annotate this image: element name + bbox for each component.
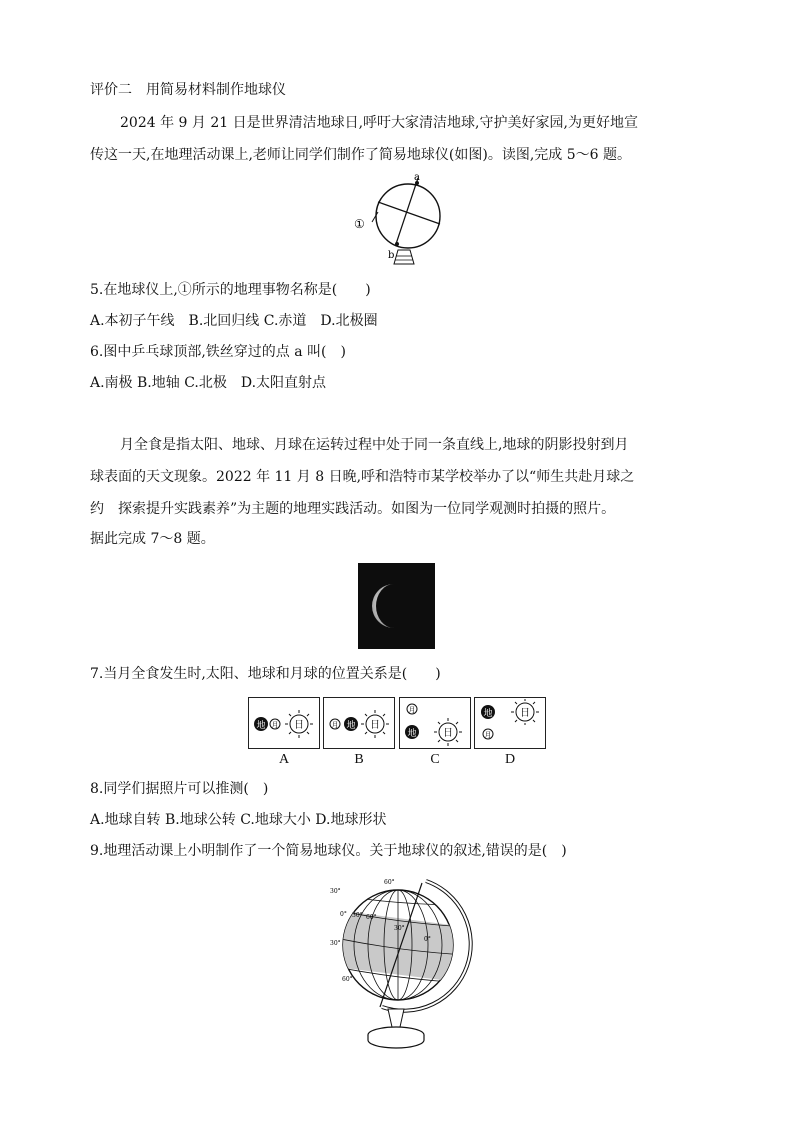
q7-option-b-label: B bbox=[354, 752, 364, 767]
lunar-eclipse-photo bbox=[358, 563, 435, 649]
svg-text:日: 日 bbox=[370, 720, 380, 731]
svg-text:月: 月 bbox=[331, 721, 339, 729]
q7-option-c-box bbox=[399, 697, 471, 749]
q7-option-a-label: A bbox=[278, 752, 290, 767]
q7-stem: 7.当月全食发生时,太阳、地球和月球的位置关系是( ) bbox=[90, 666, 441, 682]
lat-label: 30° bbox=[330, 888, 341, 895]
lat-label: 30° bbox=[352, 912, 363, 919]
svg-text:月: 月 bbox=[484, 731, 492, 739]
svg-text:日: 日 bbox=[294, 720, 304, 731]
globe-stand bbox=[394, 250, 414, 264]
svg-text:月: 月 bbox=[271, 721, 279, 729]
q6-stem: 6.图中乒乓球顶部,铁丝穿过的点 a 叫( ) bbox=[90, 344, 346, 360]
simple-globe-figure bbox=[350, 172, 450, 272]
svg-text:地: 地 bbox=[407, 729, 417, 739]
label-1: ① bbox=[354, 217, 365, 231]
q7-option-d-label: D bbox=[504, 752, 516, 767]
q7-option-a-box bbox=[248, 697, 320, 749]
q8-stem: 8.同学们据照片可以推测( ) bbox=[90, 781, 269, 797]
svg-text:日: 日 bbox=[520, 708, 530, 719]
intro1-line2: 传这一天,在地理活动课上,老师让同学们制作了简易地球仪(如图)。读图,完成 5～6 题。 bbox=[90, 147, 631, 163]
lat-label: 0° bbox=[424, 936, 431, 943]
sun-icon bbox=[285, 710, 313, 738]
point-b bbox=[395, 242, 399, 246]
intro2-line3: 约 探索提升实践素养”为主题的地理实践活动。如图为一位同学观测时拍摄的照片。 bbox=[90, 501, 616, 517]
globe-ball bbox=[376, 184, 440, 248]
sun-icon bbox=[361, 710, 389, 738]
q9-stem: 9.地理活动课上小明制作了一个简易地球仪。关于地球仪的叙述,错误的是( ) bbox=[90, 843, 567, 859]
sun-icon bbox=[511, 699, 539, 725]
q7-option-c-label: C bbox=[430, 752, 440, 767]
svg-text:月: 月 bbox=[408, 706, 416, 714]
q6-options: A.南极 B.地轴 C.北极 D.太阳直射点 bbox=[90, 375, 327, 391]
intro2-line1: 月全食是指太阳、地球、月球在运转过程中处于同一条直线上,地球的阴影投射到月 bbox=[120, 437, 629, 453]
lat-label: 60° bbox=[384, 879, 395, 886]
photo-background bbox=[358, 563, 435, 649]
lat-label: 60° bbox=[342, 976, 353, 983]
label-a: a bbox=[414, 172, 420, 183]
sun-icon bbox=[434, 718, 462, 746]
q7-option-b-box bbox=[323, 697, 395, 749]
section-title: 评价二 用简易材料制作地球仪 bbox=[90, 82, 286, 98]
q5-stem: 5.在地球仪上,①所示的地理事物名称是( ) bbox=[90, 282, 371, 298]
lat-label: 60° bbox=[366, 914, 377, 921]
svg-text:地: 地 bbox=[256, 721, 266, 731]
intro2-line2: 球表面的天文现象。2022 年 11 月 8 日晚,呼和浩特市某学校举办了以“师生共赴月球之 bbox=[90, 469, 635, 485]
globe-with-stand-figure bbox=[326, 875, 476, 1050]
lat-label: 30° bbox=[394, 925, 405, 932]
label-b: b bbox=[388, 250, 395, 261]
svg-text:日: 日 bbox=[443, 728, 453, 739]
svg-text:地: 地 bbox=[483, 709, 493, 719]
svg-text:地: 地 bbox=[346, 721, 356, 731]
intro2-line4: 据此完成 7～8 题。 bbox=[90, 531, 215, 547]
q7-option-d-box bbox=[474, 697, 546, 749]
lat-label: 30° bbox=[330, 940, 341, 947]
intro1-line1: 2024 年 9 月 21 日是世界清洁地球日,呼吁大家清洁地球,守护美好家园,为更好地宣 bbox=[120, 115, 638, 131]
q5-options: A.本初子午线 B.北回归线 C.赤道 D.北极圈 bbox=[90, 313, 378, 329]
lat-label: 0° bbox=[340, 911, 347, 918]
globe-stand-neck bbox=[388, 1009, 404, 1027]
q8-options: A.地球自转 B.地球公转 C.地球大小 D.地球形状 bbox=[90, 812, 387, 828]
